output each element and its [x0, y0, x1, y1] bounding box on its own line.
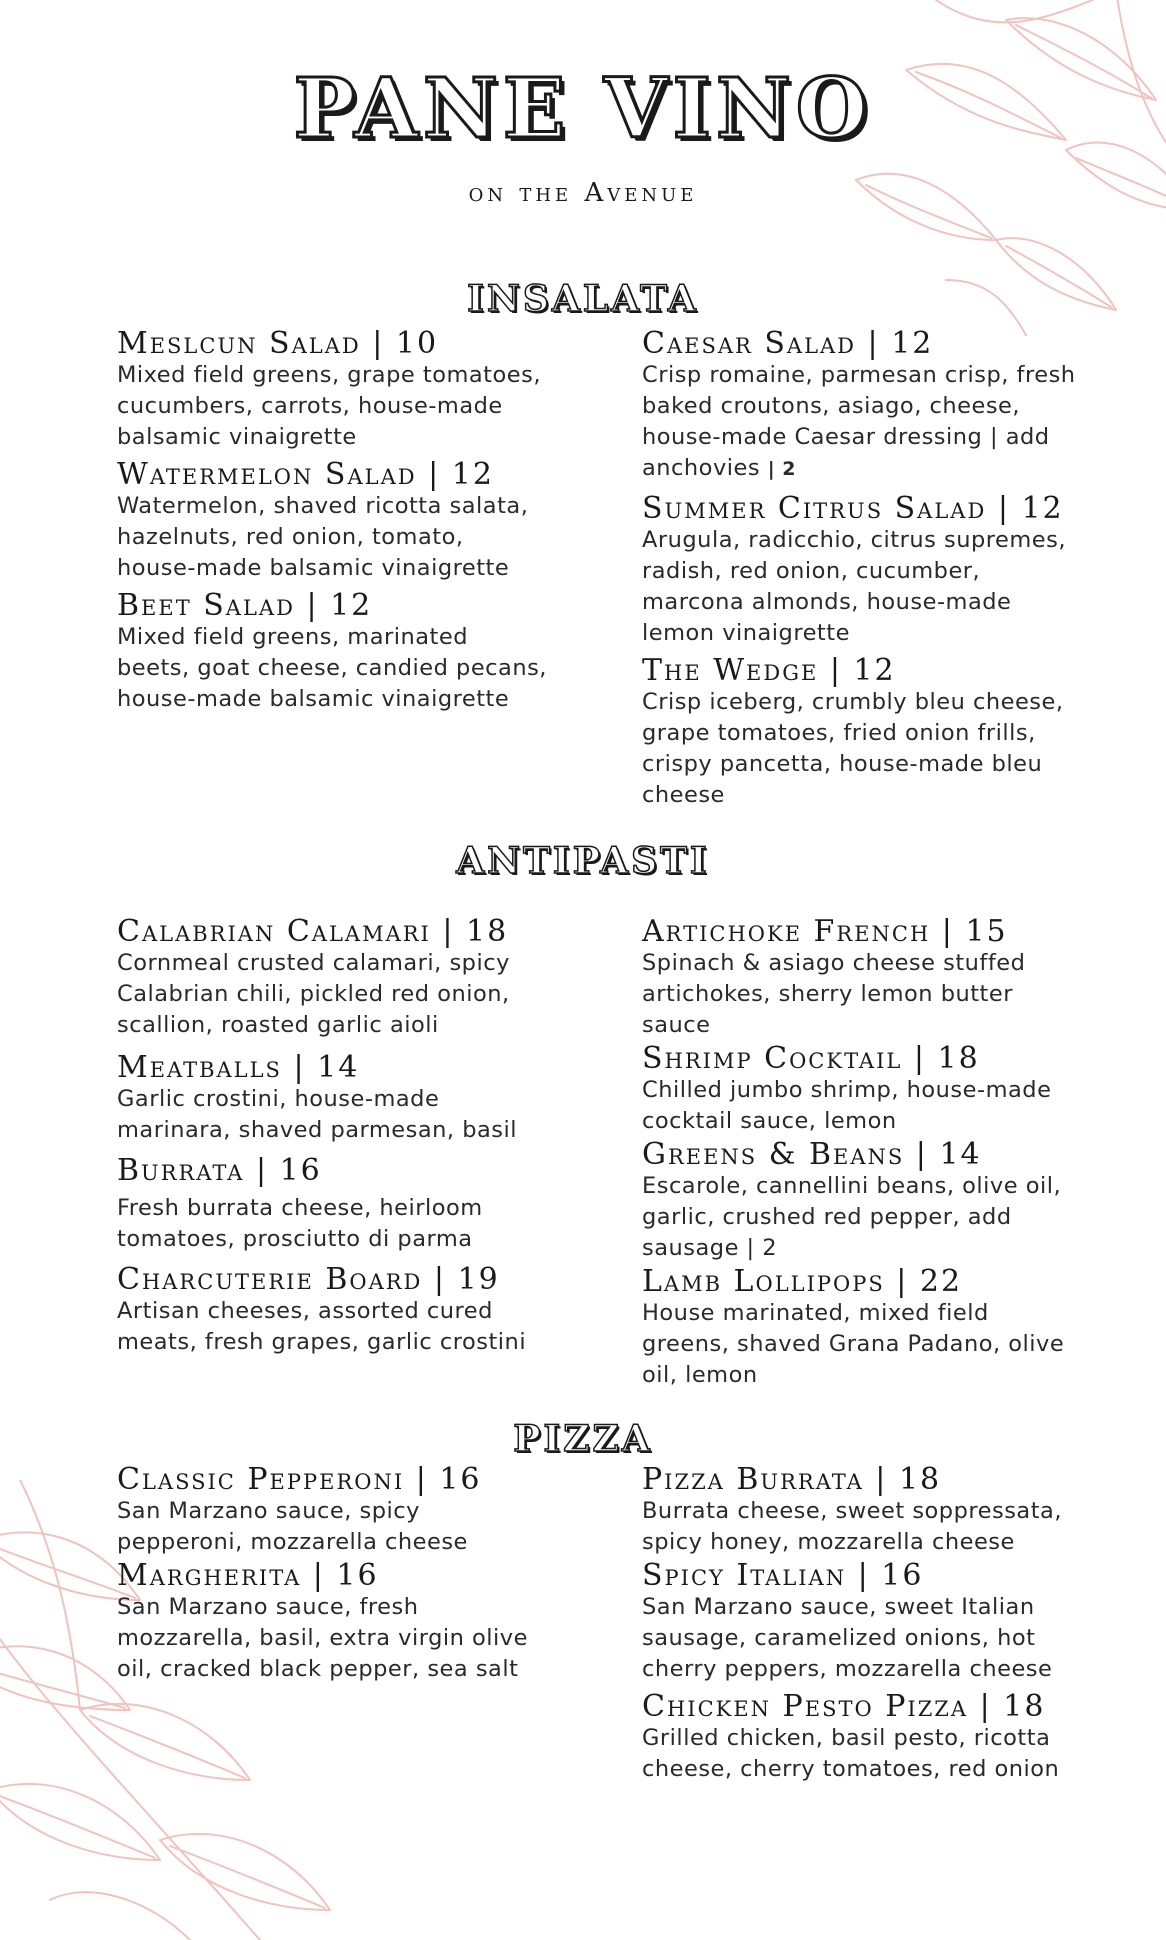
item-description: Grilled chicken, basil pesto, ricotta cheese, cherry tomatoes, red onion [642, 1725, 1060, 1782]
menu-item [642, 1266, 1082, 1391]
antipasti-right-column [642, 916, 1082, 1391]
item-description: Artisan cheeses, assorted cured meats, fresh grapes, garlic crostini [117, 1298, 527, 1355]
item-description: San Marzano sauce, fresh mozzarella, basil, extra virgin olive oil, cracked black pepper, sea salt [117, 1594, 528, 1682]
restaurant-title: PANE VINO [293, 61, 873, 157]
item-name: Greens & Beans | 14 [642, 1137, 982, 1172]
item-name: Margherita | 16 [117, 1558, 379, 1593]
pizza-left-column [117, 1464, 547, 1685]
section-title-insalata: INSALATA [467, 278, 699, 320]
item-description: Chilled jumbo shrimp, house-made cocktail sauce, lemon [642, 1077, 1052, 1134]
item-description: Mixed field greens, grape tomatoes, cucumbers, carrots, house-made balsamic vinaigrette [117, 362, 541, 450]
menu-item [642, 328, 1082, 485]
menu-item [117, 1264, 547, 1358]
anchovies-price: | 2 [767, 458, 797, 480]
menu-item [642, 1139, 1082, 1264]
item-name: Chicken Pesto Pizza | 18 [642, 1689, 1046, 1724]
item-description: Burrata cheese, sweet soppressata, spicy honey, mozzarella cheese [642, 1498, 1062, 1555]
item-description: Crisp iceberg, crumbly bleu cheese, grape tomatoes, fried onion frills, crispy pancetta, house-made bleu cheese [642, 689, 1064, 808]
menu-item [642, 1464, 1082, 1558]
item-name: Meatballs | 14 [117, 1050, 360, 1085]
item-description: Mixed field greens, marinated beets, goat cheese, candied pecans, house-made balsamic vinaigrette [117, 624, 547, 712]
item-name: Caesar Salad | 12 [642, 326, 934, 361]
item-description: Escarole, cannellini beans, olive oil, garlic, crushed red pepper, add sausage | 2 [642, 1173, 1062, 1261]
menu-item [117, 328, 547, 453]
item-name: Lamb Lollipops | 22 [642, 1264, 963, 1299]
section-title-pizza: PIZZA [513, 1418, 653, 1460]
menu-item [117, 1155, 547, 1255]
item-description: House marinated, mixed field greens, shaved Grana Padano, olive oil, lemon [642, 1300, 1065, 1388]
item-description-text: Crisp romaine, parmesan crisp, fresh baked croutons, asiago, cheese, house-made Caesar dressing | add anchovies [642, 362, 1076, 481]
menu-item [642, 493, 1082, 649]
item-name: Summer Citrus Salad | 12 [642, 491, 1064, 526]
restaurant-subtitle: on the Avenue [468, 178, 698, 208]
item-name: Pizza Burrata | 18 [642, 1462, 942, 1497]
pizza-right-column [642, 1464, 1082, 1785]
item-description: Arugula, radicchio, citrus supremes, radish, red onion, cucumber, marcona almonds, house-made lemon vinaigrette [642, 527, 1067, 646]
item-description: Garlic crostini, house-made marinara, shaved parmesan, basil [117, 1086, 518, 1143]
menu-item [117, 459, 547, 584]
item-description: San Marzano sauce, sweet Italian sausage, caramelized onions, hot cherry peppers, mozzarella cheese [642, 1594, 1053, 1682]
menu-item [117, 590, 547, 715]
insalata-right-column [642, 328, 1082, 811]
item-description: Cornmeal crusted calamari, spicy Calabrian chili, pickled red onion, scallion, roasted garlic aioli [117, 950, 510, 1038]
menu-item [642, 655, 1082, 811]
menu-item [117, 1464, 547, 1558]
item-name: Watermelon Salad | 12 [117, 457, 494, 492]
antipasti-left-column [117, 916, 547, 1358]
item-name: The Wedge | 12 [642, 653, 896, 688]
item-description: Watermelon, shaved ricotta salata, hazelnuts, red onion, tomato, house-made balsamic vinaigrette [117, 493, 529, 581]
item-description: Spinach & asiago cheese stuffed artichokes, sherry lemon butter sauce [642, 950, 1026, 1038]
item-name: Burrata | 16 [117, 1153, 322, 1188]
menu-item [642, 1560, 1082, 1685]
menu-item [642, 1043, 1082, 1137]
insalata-left-column [117, 328, 547, 715]
item-description [642, 360, 1082, 485]
item-name: Calabrian Calamari | 18 [117, 914, 509, 949]
item-name: Meslcun Salad | 10 [117, 326, 439, 361]
menu-item [642, 916, 1082, 1041]
item-name: Artichoke French | 15 [642, 914, 1008, 949]
item-name: Beet Salad | 12 [117, 588, 373, 623]
item-description: San Marzano sauce, spicy pepperoni, mozzarella cheese [117, 1498, 468, 1555]
item-name: Spicy Italian | 16 [642, 1558, 924, 1593]
menu-item [117, 1052, 547, 1146]
section-title-antipasti: ANTIPASTI [456, 840, 710, 882]
item-name: Classic Pepperoni | 16 [117, 1462, 482, 1497]
menu-item [117, 1560, 547, 1685]
item-description: Fresh burrata cheese, heirloom tomatoes, prosciutto di parma [117, 1195, 483, 1252]
item-name: Charcuterie Board | 19 [117, 1262, 500, 1297]
menu-item [117, 916, 547, 1041]
menu-item [642, 1691, 1082, 1785]
item-name: Shrimp Cocktail | 18 [642, 1041, 980, 1076]
